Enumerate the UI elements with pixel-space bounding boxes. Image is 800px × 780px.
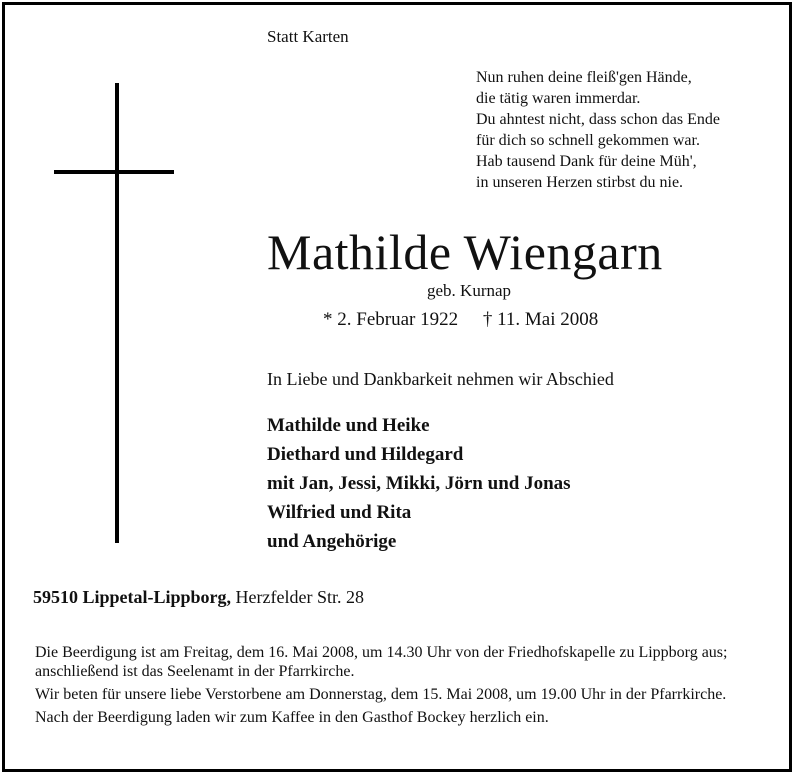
mourner-entry: Diethard und Hildegard — [267, 444, 464, 465]
cross-vertical-bar — [115, 83, 119, 543]
mourner-entry: Wilfried und Rita — [267, 502, 412, 523]
poem-line: für dich so schnell gekommen war. — [476, 132, 700, 149]
header-text: Statt Karten — [267, 27, 349, 46]
mourner-entry: mit Jan, Jessi, Mikki, Jörn und Jonas — [267, 473, 571, 494]
death-date: † 11. Mai 2008 — [482, 309, 599, 330]
poem-line: in unseren Herzen stirbst du nie. — [476, 174, 684, 191]
born-name: geb. Kurnap — [427, 281, 512, 300]
notice-paragraph: Die Beerdigung ist am Freitag, dem 16. Mai 2008, um 14.30 Uhr von der Friedhofskapelle zu Lippborg aus; anschließend ist das Seelenamt in der Pfarrkirche. — [35, 644, 728, 680]
farewell-line: In Liebe und Dankbarkeit nehmen wir Abschied — [267, 369, 614, 389]
life-dates — [323, 309, 618, 331]
address-street: Herzfelder Str. 28 — [235, 587, 364, 607]
poem-line: Du ahntest nicht, dass schon das Ende — [476, 111, 720, 128]
address-city: 59510 Lippetal-Lippborg, — [33, 587, 232, 607]
deceased-name: Mathilde Wiengarn — [267, 224, 663, 280]
mourner-entry: Mathilde und Heike — [267, 415, 430, 436]
poem — [476, 67, 720, 193]
obituary-notice — [2, 2, 792, 772]
poem-line: Nun ruhen deine fleiß'gen Hände, — [476, 69, 692, 86]
mourners-list — [267, 411, 571, 556]
mourner-entry: und Angehörige — [267, 531, 397, 552]
address — [33, 587, 364, 608]
birth-date: * 2. Februar 1922 — [323, 309, 459, 330]
cross-horizontal-bar — [54, 170, 174, 174]
poem-line: die tätig waren immerdar. — [476, 90, 641, 107]
notices — [35, 643, 770, 731]
poem-line: Hab tausend Dank für deine Müh', — [476, 153, 697, 170]
notice-paragraph: Wir beten für unsere liebe Verstorbene am Donnerstag, dem 15. Mai 2008, um 19.00 Uhr in der Pfarrkirche. — [35, 686, 727, 703]
notice-paragraph: Nach der Beerdigung laden wir zum Kaffee in den Gasthof Bockey herzlich ein. — [35, 709, 549, 726]
